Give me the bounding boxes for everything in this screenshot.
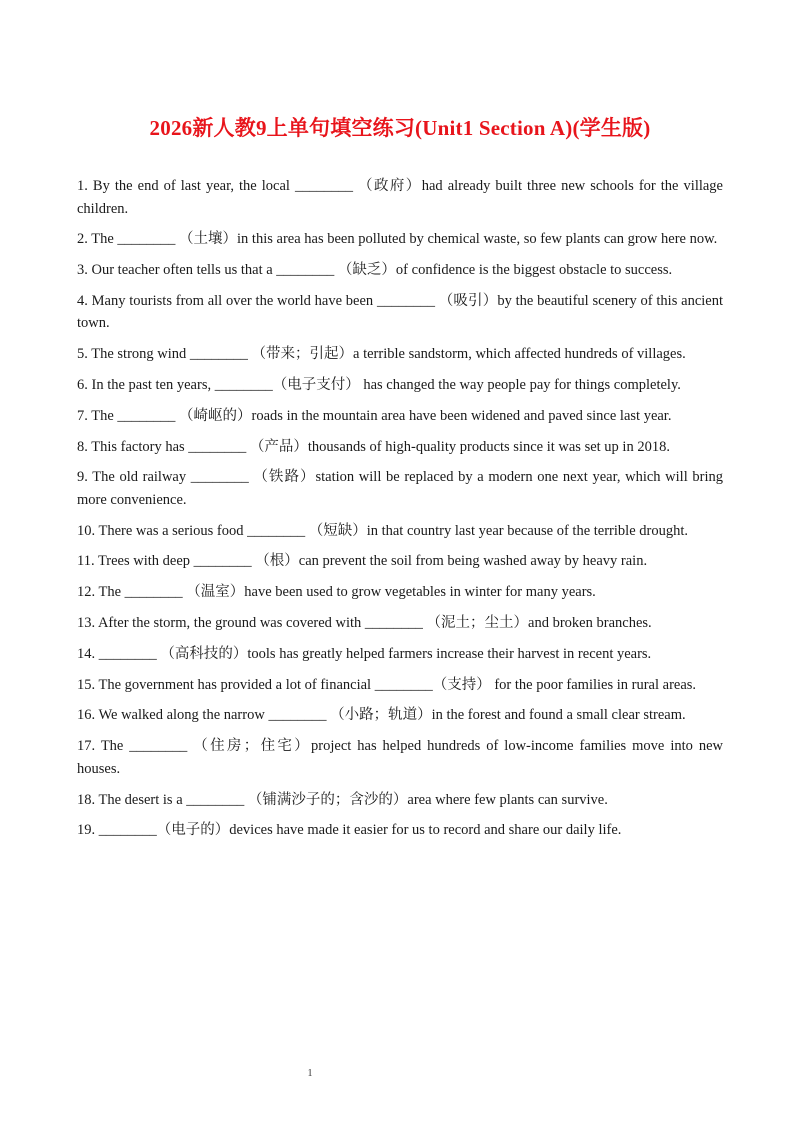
question-item: 9. The old railway ________ （铁路）station will be replaced by a modern one next year, which will bring more convenience. [77,469,723,508]
question-item: 5. The strong wind ________ （带来；引起）a terrible sandstorm, which affected hundreds of villages. [77,346,686,363]
question-item: 12. The ________ （温室）have been used to grow vegetables in winter for many years. [77,584,596,601]
question-item: 13. After the storm, the ground was covered with ________ （泥土；尘土）and broken branches. [77,615,652,632]
question-item: 11. Trees with deep ________ （根）can prevent the soil from being washed away by heavy rain. [77,553,648,570]
question-item: 7. The ________ （崎岖的）roads in the mountain area have been widened and paved since last year. [77,407,672,424]
page-number: 1 [307,1068,313,1079]
question-item: 18. The desert is a ________ （铺满沙子的；含沙的）area where few plants can survive. [77,791,608,808]
question-item: 2. The ________ （土壤）in this area has been polluted by chemical waste, so few plants can grow here now. [77,231,718,248]
page-title: 2026新人教9上单句填空练习(Unit1 Section A)(学生版) [149,116,651,140]
question-item: 15. The government has provided a lot of financial ________（支持） for the poor families in rural areas. [77,676,697,693]
question-list [77,175,723,850]
question-item: 6. In the past ten years, ________（电子支付） has changed the way people pay for things completely. [77,376,681,393]
question-item: 10. There was a serious food ________ （短缺）in that country last year because of the terrible drought. [77,522,688,539]
question-item: 19. ________（电子的）devices have made it easier for us to record and share our daily life. [77,822,622,839]
question-item: 17. The ________ （住房；住宅）project has helped hundreds of low-income families move into new houses. [77,738,723,777]
question-item: 3. Our teacher often tells us that a ________ （缺乏）of confidence is the biggest obstacle to success. [77,262,673,279]
question-item: 16. We walked along the narrow ________ （小路；轨道）in the forest and found a small clear stream. [77,707,686,724]
question-item: 4. Many tourists from all over the world have been ________ （吸引）by the beautiful scenery of this ancient town. [77,292,723,332]
question-item: 14. ________ （高科技的）tools has greatly helped farmers increase their harvest in recent years. [77,645,652,662]
question-item: 8. This factory has ________ （产品）thousands of high-quality products since it was set up in 2018. [77,438,670,455]
question-item: 1. By the end of last year, the local ________ （政府）had already built three new schools for the village children. [77,178,723,217]
